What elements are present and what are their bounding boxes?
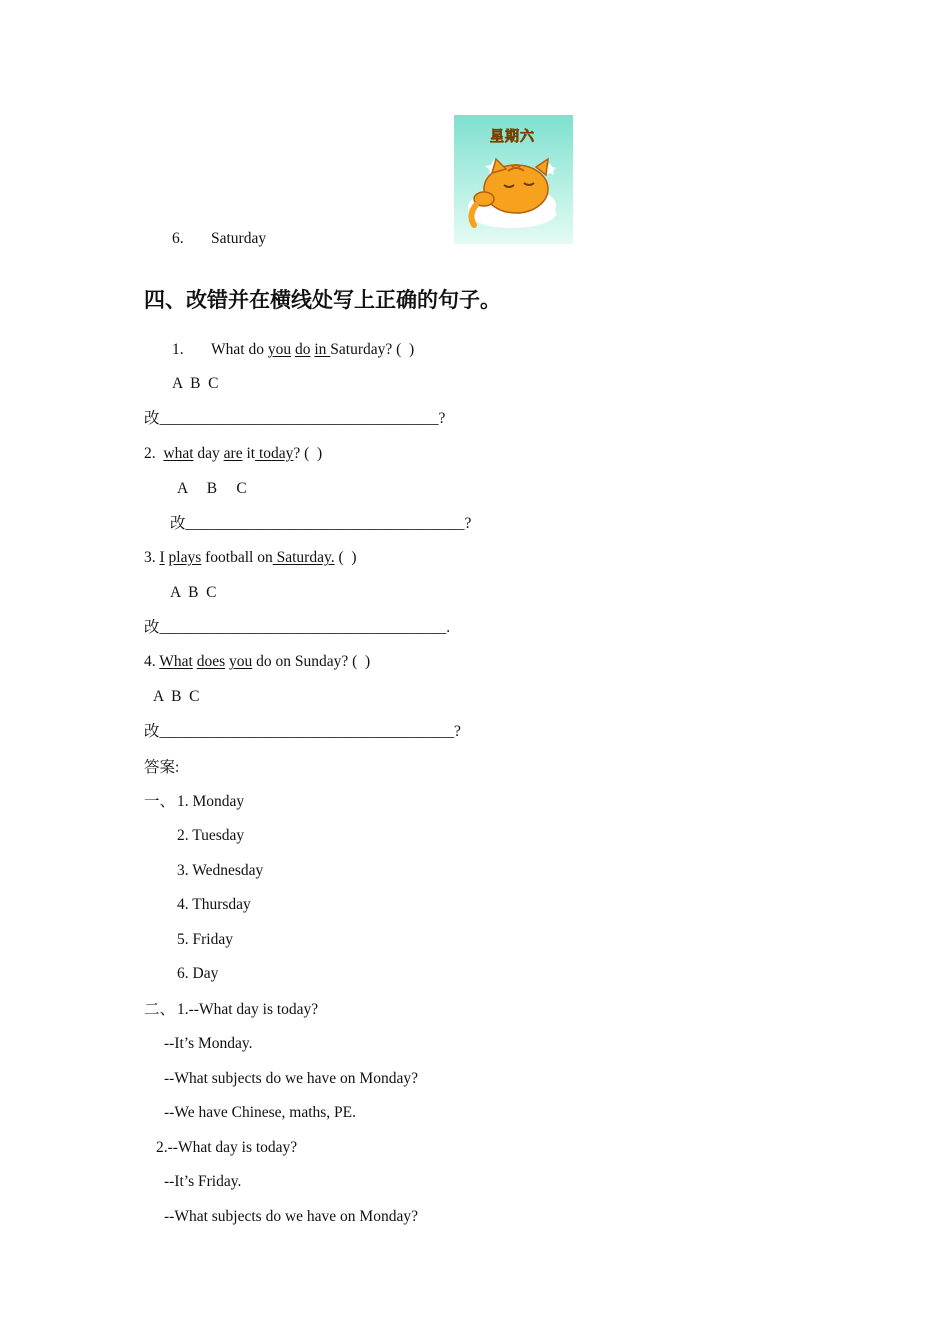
question-1-correction: 改____________________________________? <box>144 410 446 427</box>
section-4-title: 四、改错并在横线处写上正确的句子。 <box>144 288 501 312</box>
answers-part-1-prefix: 一、 <box>144 793 176 810</box>
question-2-correction: 改____________________________________? <box>170 515 472 532</box>
dialogue-line: 2.--What day is today? <box>156 1139 298 1156</box>
question-3-correction: 改_____________________________________. <box>144 619 451 636</box>
dialogue-line: --We have Chinese, maths, PE. <box>164 1104 357 1121</box>
question-2-sentence: 2. what day are it today? ( ) <box>144 445 323 462</box>
item-word: Saturday <box>211 230 267 247</box>
answers-label: 答案: <box>144 759 180 776</box>
dialogue-line: --What subjects do we have on Monday? <box>164 1070 418 1087</box>
answer-item: 5. Friday <box>177 931 233 948</box>
dialogue-line: --It’s Friday. <box>164 1173 242 1190</box>
answer-item: 2. Tuesday <box>177 827 245 844</box>
answer-item: 4. Thursday <box>177 896 251 913</box>
question-1-options: A B C <box>172 375 219 392</box>
dialogue-line: --What subjects do we have on Monday? <box>164 1208 418 1225</box>
question-1-sentence: What do you do in Saturday? ( ) <box>211 341 415 358</box>
answer-item: 6. Day <box>177 965 219 982</box>
question-1-number: 1. <box>172 341 184 358</box>
item-number: 6. <box>172 230 184 247</box>
dialogue-line: --It’s Monday. <box>164 1035 253 1052</box>
question-3-options: A B C <box>170 584 217 601</box>
question-2-options: A B C <box>177 480 247 497</box>
dialogue-line: 1.--What day is today? <box>177 1001 319 1018</box>
picture-label: 星期六 <box>490 129 535 145</box>
question-4-correction: 改______________________________________? <box>144 723 461 740</box>
answers-part-2-prefix: 二、 <box>144 1001 176 1018</box>
question-4-sentence: 4. What does you do on Sunday? ( ) <box>144 653 371 670</box>
question-4-options: A B C <box>153 688 200 705</box>
answer-item: 1. Monday <box>177 793 245 810</box>
question-3-sentence: 3. I plays football on Saturday. ( ) <box>144 549 357 566</box>
saturday-picture <box>454 115 573 244</box>
answer-item: 3. Wednesday <box>177 862 264 879</box>
